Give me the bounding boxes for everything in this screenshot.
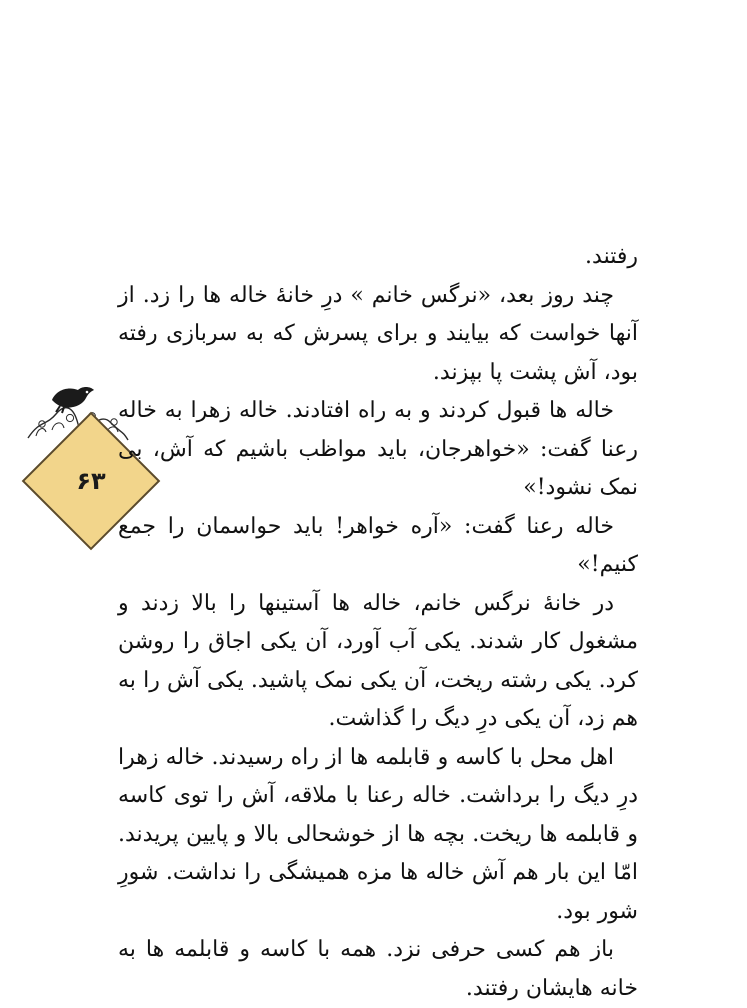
story-text <box>118 238 638 1008</box>
paragraph-1: رفتند. <box>585 244 638 269</box>
paragraph-6: اهل محل با کاسه و قابلمه ها از راه رسیدند. خاله زهرا درِ دیگ را برداشت. خاله رعنا با ملاقه، آش را توی کاسه و قابلمه ها ریخت. بچه ها از خوشحالی بالا و پایین پریدند. امّا این بار هم آش خاله ها مزه همیشگی را نداشت. شورِ شور بود. <box>118 744 638 924</box>
bird-icon <box>46 380 98 414</box>
page-number: ۶۳ <box>76 467 106 495</box>
paragraph-4: خاله رعنا گفت: «آره خواهر! باید حواسمان را جمع کنیم!» <box>118 513 638 577</box>
paragraph-3: خاله ها قبول کردند و به راه افتادند. خاله زهرا به خاله رعنا گفت: «خواهرجان، باید مواظب باشیم که آش، بی نمک نشود!» <box>118 398 638 500</box>
paragraph-7: باز هم کسی حرفی نزد. همه با کاسه و قابلمه ها به خانه هایشان رفتند. <box>118 937 638 1001</box>
paragraph-2: چند روز بعد، «نرگس خانم » درِ خانهٔ خاله ها را زد. از آنها خواست که بیایند و برای پسرش که به سربازی رفته بود، آش پشت پا بپزند. <box>118 282 638 385</box>
paragraph-5: در خانهٔ نرگس خانم، خاله ها آستینها را بالا زدند و مشغول کار شدند. یکی آب آورد، آن یکی اجاق را روشن کرد. یکی رشته ریخت، آن یکی نمک پاشید. یکی آش را به هم زد، آن یکی درِ دیگ را گذاشت. <box>118 590 638 731</box>
